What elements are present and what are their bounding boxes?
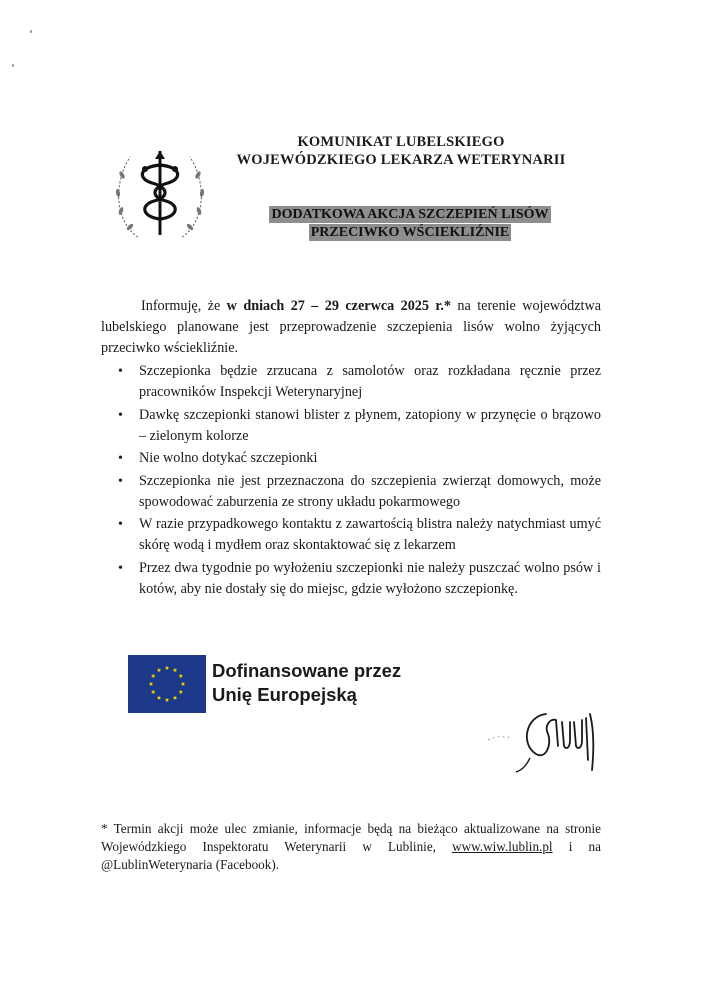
eu-flag-background <box>128 655 206 713</box>
bullet-item <box>101 514 601 556</box>
bullet-item <box>101 361 601 403</box>
bullet-icon: • <box>118 473 123 489</box>
bullet-text: Nie wolno dotykać szczepionki <box>139 450 318 466</box>
scan-speck <box>12 64 14 67</box>
bullet-icon: • <box>118 451 123 466</box>
bullet-text: Szczepionka będzie zrzucana z samolotów oraz rozkładana ręcznie przez pracowników Inspekcji Weterynaryjnej <box>139 363 601 400</box>
action-title-line-2: PRZECIWKO WŚCIEKLIŹNIE <box>310 225 510 240</box>
bullet-text: Przez dwa tygodnie po wyłożeniu szczepionki nie należy puszczać wolno psów i kotów, aby nie dostały się do miejsc, gdzie wyłożono szczepionkę. <box>139 559 601 597</box>
handwritten-signature <box>486 700 604 778</box>
intro-text-start: Informuję, że <box>141 298 227 314</box>
bullet-item <box>101 448 601 469</box>
eu-text-line-1: Dofinansowane przez <box>212 660 402 681</box>
bullet-list <box>101 361 601 600</box>
bullet-item <box>101 558 601 600</box>
notice-body <box>101 296 601 601</box>
bullet-item <box>101 405 601 447</box>
intro-paragraph <box>101 296 601 359</box>
eu-flag-icon <box>128 655 206 713</box>
intro-text-end: na terenie województwa lubelskiego planowane jest przeprowadzenie szczepienia lisów wolno żyjących przeciwko wściekliźnie. <box>101 298 601 356</box>
eu-funding-logo <box>128 655 468 715</box>
caduceus-wreath-logo <box>108 145 212 245</box>
bullet-text: Dawkę szczepionki stanowi blister z płynem, zatopiony w przynęcie o brązowo – zielonym kolorze <box>139 406 601 444</box>
bullet-text: Szczepionka nie jest przeznaczona do szczepienia zwierząt domowych, może spowodować zaburzenia ze strony układu pokarmowego <box>139 472 601 510</box>
bullet-icon: • <box>118 364 123 379</box>
website-link[interactable]: www.wiw.lublin.pl <box>452 839 553 854</box>
bullet-item <box>101 471 601 513</box>
bullet-icon: • <box>118 560 123 576</box>
notice-header <box>220 133 582 169</box>
scan-speck <box>30 30 32 33</box>
header-line-1: KOMUNIKAT LUBELSKIEGO <box>297 134 505 150</box>
action-title-line-1: DODATKOWA AKCJA SZCZEPIEŃ LISÓW <box>271 207 549 222</box>
action-title <box>240 205 580 241</box>
intro-dates: w dniach 27 – 29 czerwca 2025 r.* <box>226 298 452 314</box>
footnote-tail: i na @LublinWeterynaria (Facebook). <box>101 839 601 872</box>
header-line-2: WOJEWÓDZKIEGO LEKARZA WETERYNARII <box>236 152 566 168</box>
bullet-icon: • <box>118 517 123 532</box>
eu-funding-text <box>212 659 401 707</box>
footnote <box>101 820 601 874</box>
bullet-icon: • <box>118 407 123 423</box>
bullet-text: W razie przypadkowego kontaktu z zawartością blistra należy natychmiast umyć skórę wodą i mydłem oraz skontaktować się z lekarzem <box>139 516 601 553</box>
footnote-text: * Termin akcji może ulec zmianie, informacje będą na bieżąco aktualizowane na stronie Wojewódzkiego Inspektoratu Weterynarii w Lublinie, <box>101 821 601 854</box>
eu-text-line-2: Unię Europejską <box>212 684 357 705</box>
